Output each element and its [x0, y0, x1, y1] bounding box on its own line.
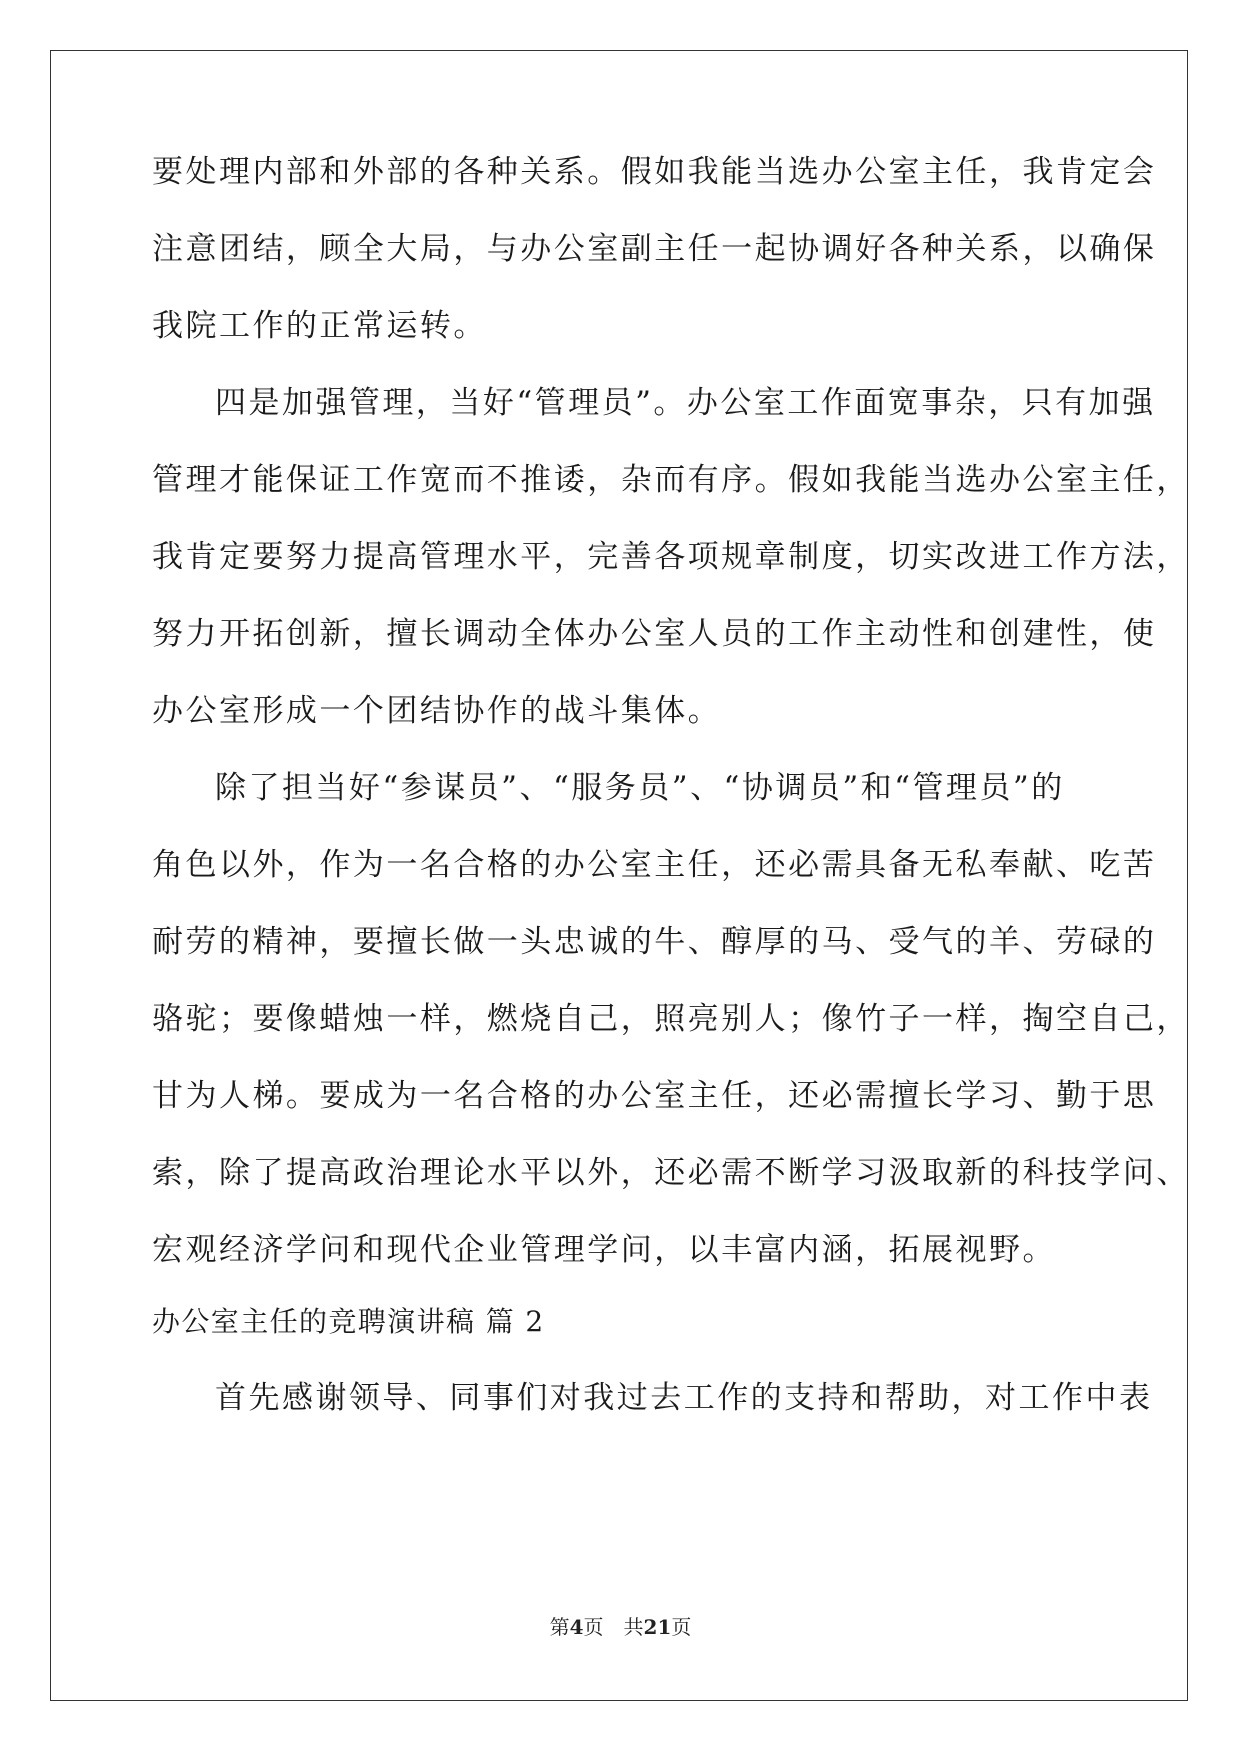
total-prefix: 共	[623, 1615, 644, 1639]
body-line: 我肯定要努力提高管理水平，完善各项规章制度，切实改进工作方法，	[152, 539, 1190, 575]
page-suffix: 页	[583, 1615, 604, 1639]
page-number: 4	[569, 1615, 584, 1639]
total-pages: 21	[643, 1615, 672, 1639]
body-line: 角色以外，作为一名合格的办公室主任，还必需具备无私奉献、吃苦	[152, 847, 1157, 883]
paragraph-start-line: 四是加强管理，当好“管理员”。办公室工作面宽事杂，只有加强	[215, 385, 1156, 421]
body-line: 办公室形成一个团结协作的战斗集体。	[152, 693, 722, 729]
body-line: 我院工作的正常运转。	[152, 308, 487, 344]
body-line: 要处理内部和外部的各种关系。假如我能当选办公室主任，我肯定会	[152, 154, 1157, 190]
body-line: 耐劳的精神，要擅长做一头忠诚的牛、醇厚的马、受气的羊、劳碌的	[152, 924, 1157, 960]
total-suffix: 页	[671, 1615, 692, 1639]
body-line: 努力开拓创新，擅长调动全体办公室人员的工作主动性和创建性，使	[152, 616, 1157, 652]
body-line: 骆驼；要像蜡烛一样，燃烧自己，照亮别人；像竹子一样，掏空自己，	[152, 1001, 1190, 1037]
body-line: 索，除了提高政治理论水平以外，还必需不断学习汲取新的科技学问、	[152, 1155, 1190, 1191]
section-heading: 办公室主任的竞聘演讲稿 篇 2	[152, 1305, 545, 1338]
body-line: 注意团结，顾全大局，与办公室副主任一起协调好各种关系，以确保	[152, 231, 1157, 267]
body-line: 宏观经济学问和现代企业管理学问，以丰富内涵，拓展视野。	[152, 1232, 1056, 1268]
page-footer	[0, 1611, 1241, 1640]
paragraph-start-line: 除了担当好“参谋员”、“服务员”、“协调员”和“管理员”的	[215, 770, 1065, 806]
body-line: 甘为人梯。要成为一名合格的办公室主任，还必需擅长学习、勤于思	[152, 1078, 1157, 1114]
body-line: 管理才能保证工作宽而不推诿，杂而有序。假如我能当选办公室主任，	[152, 462, 1190, 498]
page-prefix: 第	[549, 1615, 570, 1639]
paragraph-start-line: 首先感谢领导、同事们对我过去工作的支持和帮助，对工作中表	[215, 1380, 1153, 1416]
